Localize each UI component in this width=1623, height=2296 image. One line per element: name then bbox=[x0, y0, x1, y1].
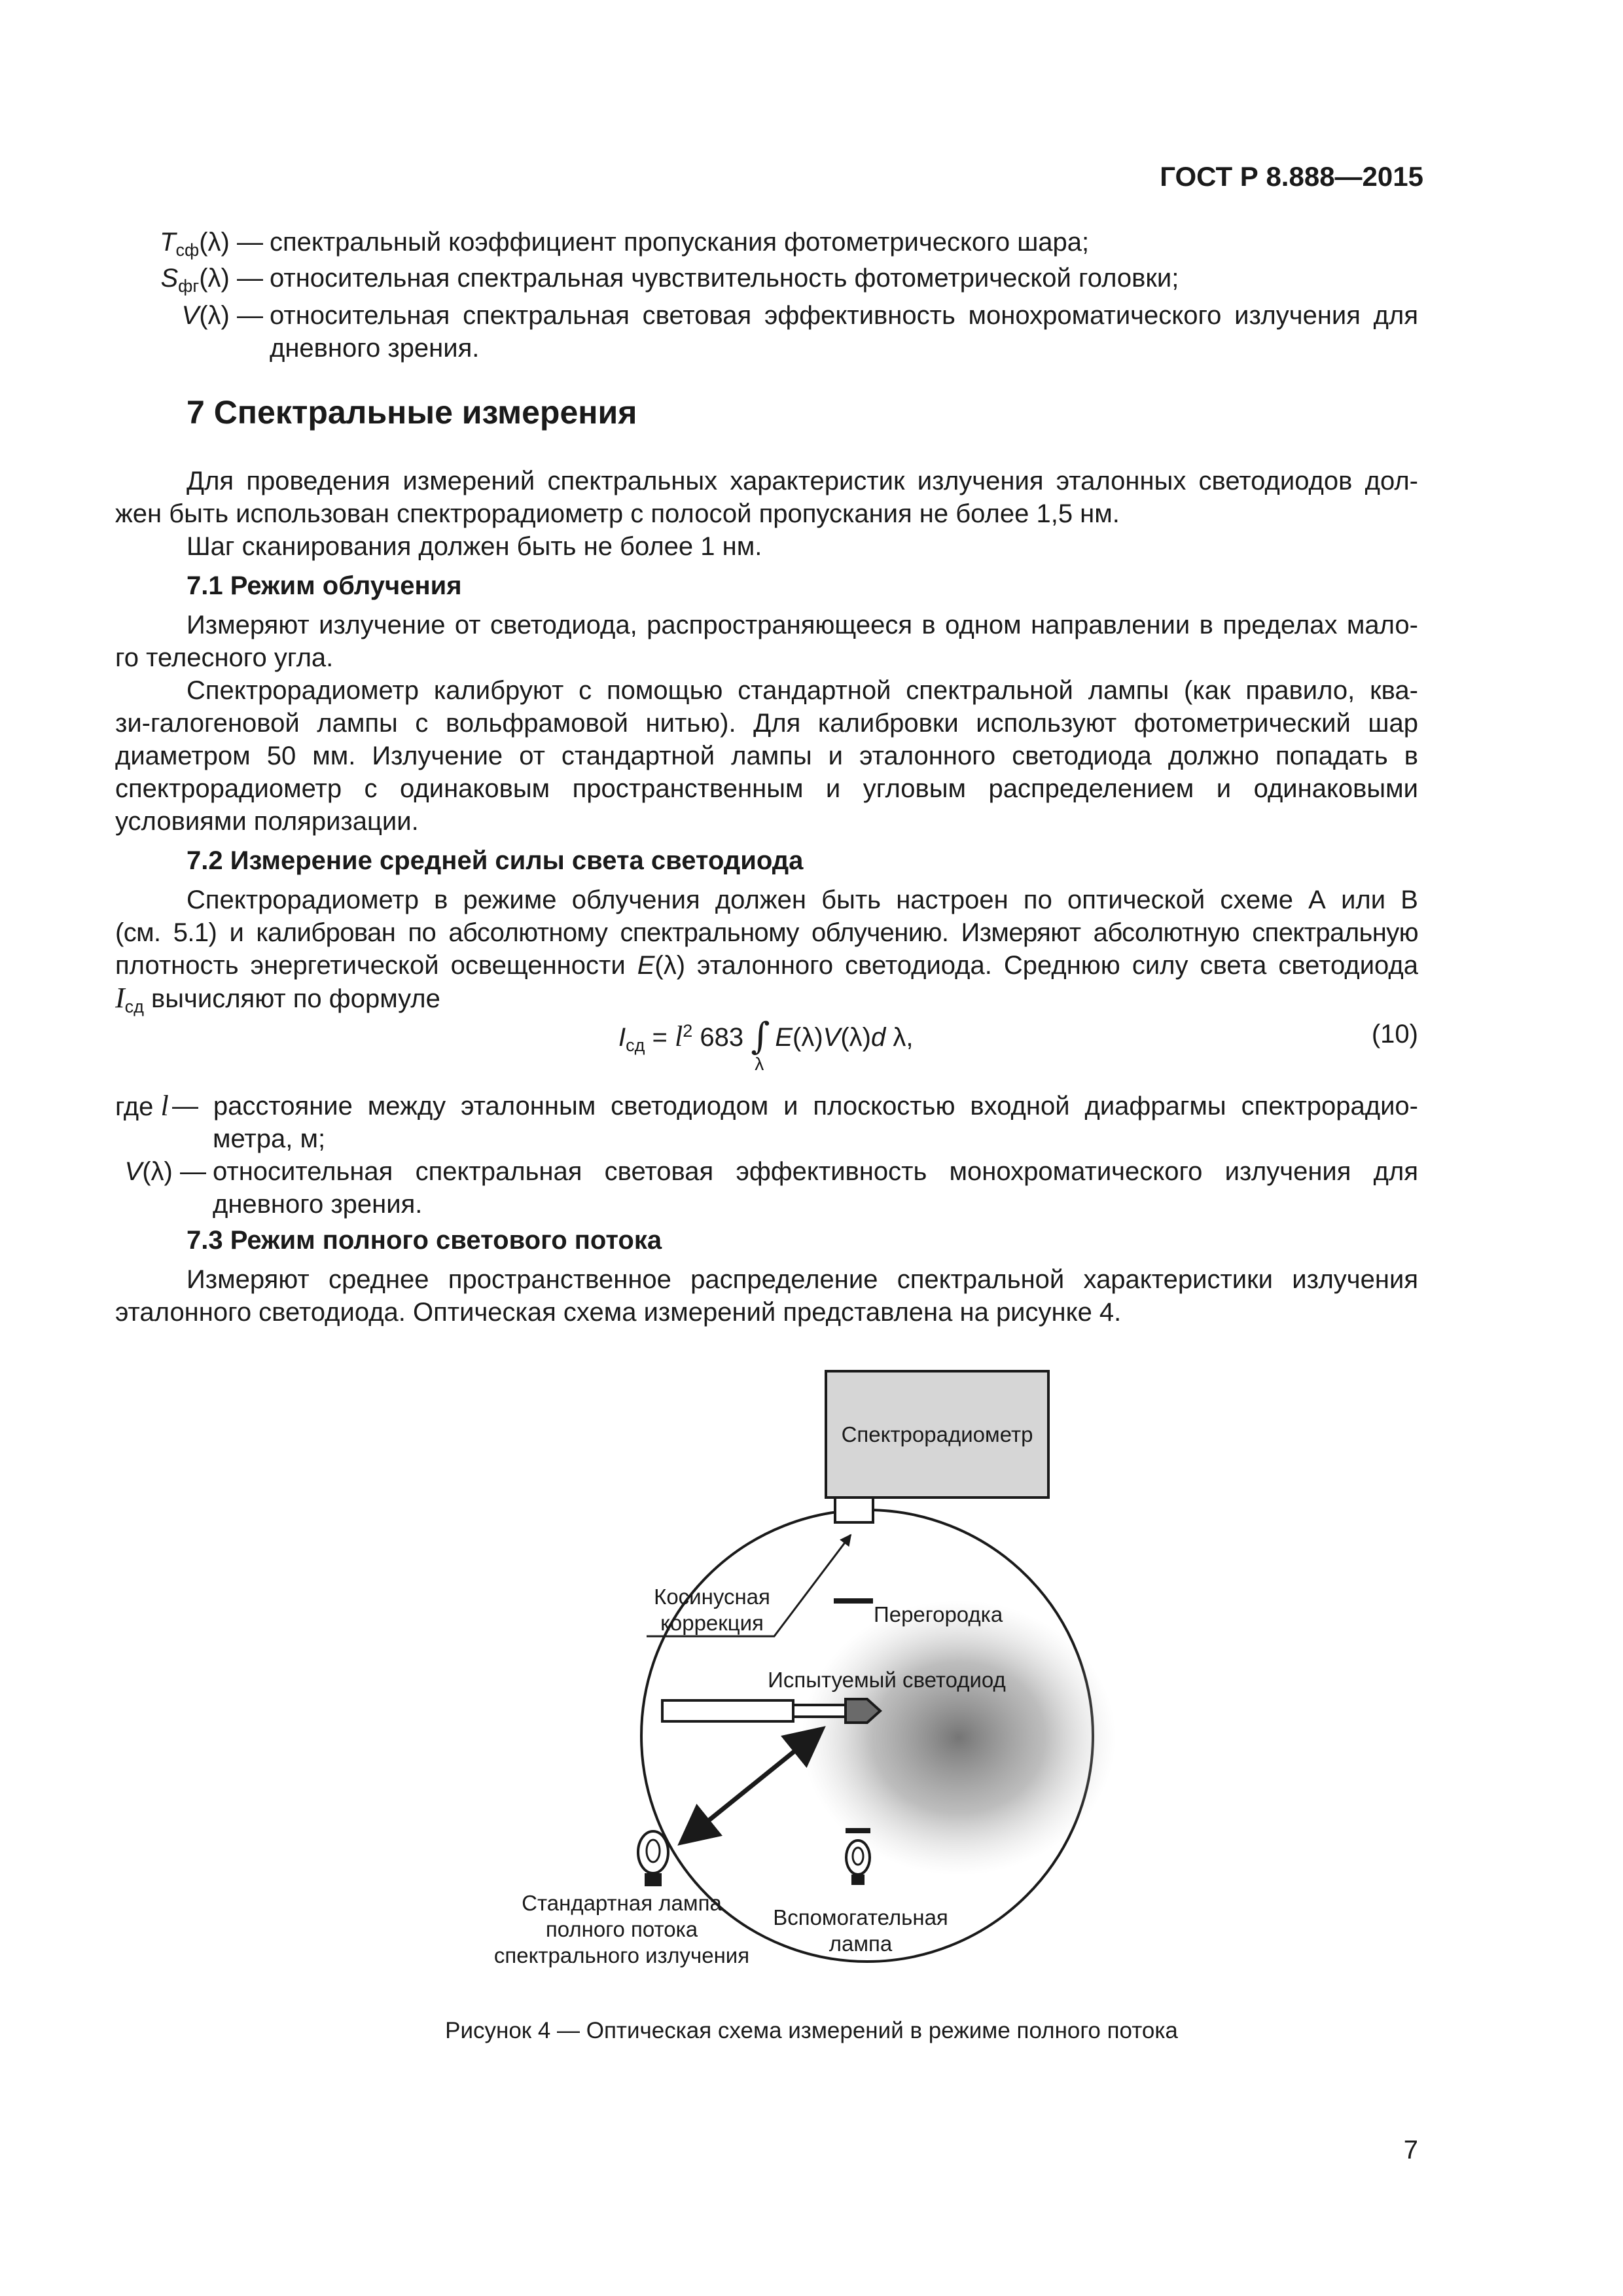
section-7-title: 7 Спектральные измерения bbox=[187, 394, 637, 431]
formula-number: (10) bbox=[1371, 1020, 1418, 1049]
label-standard-lamp-l2: полного потока bbox=[545, 1917, 698, 1941]
label-auxiliary-lamp-l1: Вспомогательная bbox=[773, 1905, 948, 1929]
s73-para1-line2: эталонного светодиода. Оптическая схема измерений представлена на рисунке 4. bbox=[115, 1298, 1122, 1327]
cosine-corrector-port bbox=[835, 1498, 873, 1522]
formula-10: $I_{сд} = l^2$ 683 ∫ λ E(λ)V(λ)d λ, bbox=[618, 1015, 914, 1074]
label-test-led: Испытуемый светодиод bbox=[768, 1668, 1006, 1692]
radiation-path-arrow bbox=[684, 1731, 819, 1840]
section-7-para1-line1: Для проведения измерений спектральных характеристик излучения эталонных светодиодов дол- bbox=[187, 467, 1418, 495]
s72-para1-line2: (см. 5.1) и калиброван по абсолютному спектральному облучению. Измеряют абсолютную спектральную bbox=[115, 918, 1418, 947]
label-spectroradiometer: Спектрорадиометр bbox=[841, 1422, 1033, 1446]
led-holder-arm bbox=[662, 1700, 793, 1721]
s72-where2-line2: дневного зрения. bbox=[213, 1190, 423, 1219]
label-cosine-correction-l2: коррекция bbox=[660, 1611, 764, 1635]
s72-where2-symbol: V(λ) — bbox=[124, 1157, 206, 1186]
section-7-para1-line2: жен быть использован спектрорадиометр с полосой пропускания не более 1,5 нм. bbox=[115, 499, 1120, 528]
def-text-v-line1: относительная спектральная световая эффективность монохроматического излучения для bbox=[270, 301, 1418, 330]
s72-where-line1-lead: где l bbox=[115, 1090, 169, 1122]
def-text-v-line2: дневного зрения. bbox=[270, 334, 480, 363]
standard-lamp-icon bbox=[638, 1831, 668, 1886]
def-symbol-sfg: $S_{фг}(\lambda)$ — bbox=[160, 264, 263, 296]
s71-para1-line1: Измеряют излучение от светодиода, распространяющееся в одном направлении в пределах мало- bbox=[187, 611, 1418, 639]
label-auxiliary-lamp-l2: лампа bbox=[829, 1931, 893, 1956]
s72-where2-line1: относительная спектральная световая эффективность монохроматического излучения для bbox=[213, 1157, 1418, 1186]
s72-where-line1: — расстояние между эталонным светодиодом и плоскостью входной диафрагмы спектрорадио- bbox=[172, 1092, 1418, 1121]
subsection-7-2-title: 7.2 Измерение средней силы света светодиода bbox=[187, 846, 804, 875]
led-glow bbox=[802, 1600, 1116, 1875]
s71-para2-line2: зи-галогеновой лампы с вольфрамовой нитью). Для калибровки используют фотометрический шар bbox=[115, 709, 1418, 738]
document-id: ГОСТ Р 8.888—2015 bbox=[1160, 161, 1423, 192]
s71-para1-line2: го телесного угла. bbox=[115, 643, 334, 672]
def-symbol-v: V(λ) — bbox=[181, 301, 263, 330]
integral-sign: ∫ bbox=[751, 1015, 770, 1058]
s72-para1-line4: $I_{сд}$ вычисляют по формуле bbox=[115, 982, 440, 1016]
label-standard-lamp-l1: Стандартная лампа bbox=[522, 1891, 722, 1915]
integral-lower-limit: λ bbox=[755, 1054, 764, 1074]
label-standard-lamp-l3: спектрального излучения bbox=[493, 1943, 750, 1967]
s71-para2-line3: диаметром 50 мм. Излучение от стандартной лампы и эталонного светодиода должно попадать в bbox=[115, 742, 1418, 770]
label-baffle: Перегородка bbox=[874, 1602, 1003, 1626]
def-text-sfg: относительная спектральная чувствительность фотометрической головки; bbox=[270, 264, 1179, 293]
auxiliary-lamp-shield bbox=[846, 1828, 870, 1833]
page-number: 7 bbox=[1403, 2136, 1418, 2164]
def-symbol-tsf: $T_{сф}(\lambda)$ — bbox=[160, 228, 263, 260]
s71-para2-line5: условиями поляризации. bbox=[115, 807, 419, 836]
s71-para2-line4: спектрорадиометр с одинаковым пространственным и угловым распределением и одинаковыми bbox=[115, 774, 1418, 803]
baffle-plate bbox=[834, 1598, 873, 1604]
label-cosine-correction-l1: Косинусная bbox=[654, 1585, 770, 1609]
s71-para2-line1: Спектрорадиометр калибруют с помощью стандартной спектральной лампы (как правило, ква- bbox=[187, 676, 1418, 705]
def-text-tsf: спектральный коэффициент пропускания фотометрического шара; bbox=[270, 228, 1090, 257]
section-7-para2: Шаг сканирования должен быть не более 1 нм. bbox=[187, 532, 762, 561]
s72-where-line2: метра, м; bbox=[213, 1124, 326, 1153]
figure-4-caption: Рисунок 4 — Оптическая схема измерений в режиме полного потока bbox=[445, 2018, 1178, 2043]
subsection-7-1-title: 7.1 Режим облучения bbox=[187, 571, 462, 600]
led-holder-neck bbox=[793, 1705, 846, 1717]
s73-para1-line1: Измеряют среднее пространственное распределение спектральной характеристики излучения bbox=[187, 1265, 1418, 1294]
s72-para1-line1: Спектрорадиометр в режиме облучения должен быть настроен по оптической схеме А или В bbox=[187, 886, 1418, 914]
s72-para1-line3: плотность энергетической освещенности E(λ) эталонного светодиода. Среднюю силу света светодиода bbox=[115, 951, 1418, 980]
auxiliary-lamp-icon bbox=[846, 1840, 870, 1885]
subsection-7-3-title: 7.3 Режим полного светового потока bbox=[187, 1226, 662, 1255]
